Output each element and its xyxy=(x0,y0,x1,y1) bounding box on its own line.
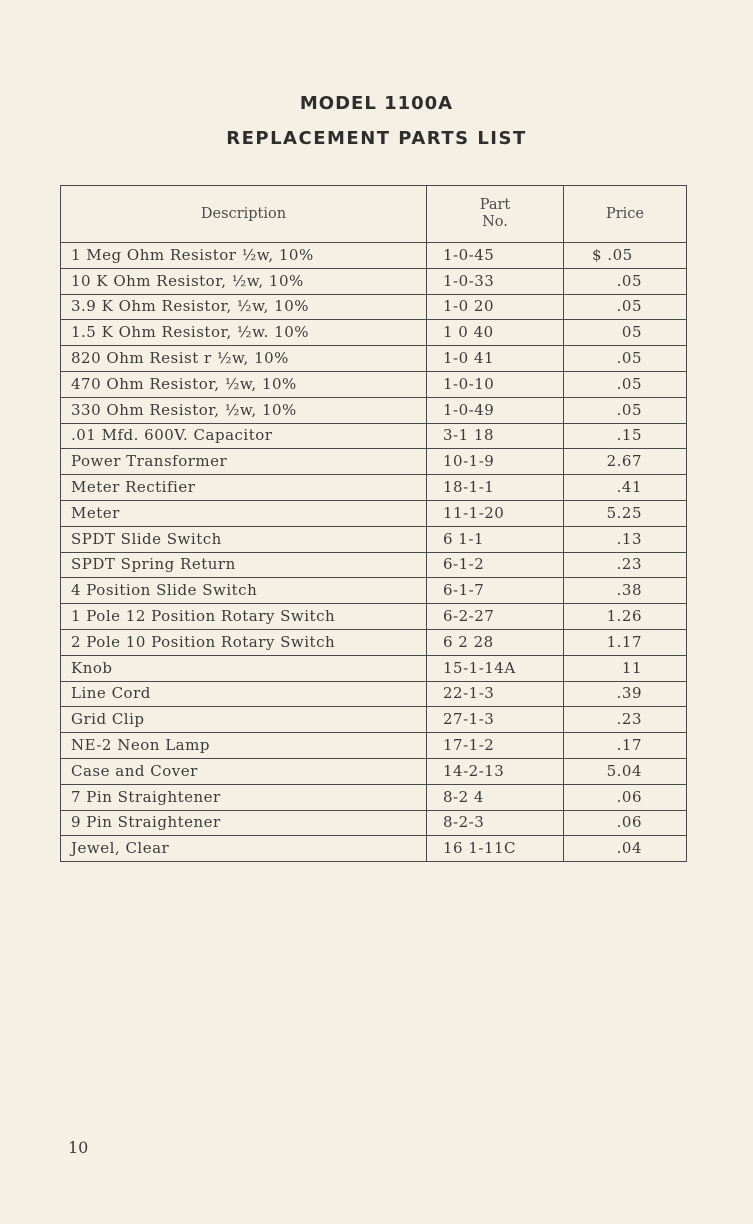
table-row xyxy=(61,655,687,681)
row-description: 470 Ohm Resistor, ½w, 10% xyxy=(61,371,427,397)
table-row xyxy=(61,681,687,707)
table-row xyxy=(61,268,687,294)
row-part-number: 14-2-13 xyxy=(427,758,564,784)
table-row xyxy=(61,733,687,759)
row-part-number: 1-0-45 xyxy=(427,243,564,269)
column-header-part-no xyxy=(427,186,564,243)
table-row xyxy=(61,449,687,475)
table-row xyxy=(61,320,687,346)
row-description: Line Cord xyxy=(61,681,427,707)
row-part-number: 1-0-33 xyxy=(427,268,564,294)
row-description: 3.9 K Ohm Resistor, ½w, 10% xyxy=(61,294,427,320)
table-row xyxy=(61,758,687,784)
row-price: .06 xyxy=(564,784,687,810)
row-part-number: 10-1-9 xyxy=(427,449,564,475)
row-price: .41 xyxy=(564,475,687,501)
row-price: 1.17 xyxy=(564,629,687,655)
row-price: .15 xyxy=(564,423,687,449)
row-part-number: 17-1-2 xyxy=(427,733,564,759)
row-price: $ .05 xyxy=(564,243,687,269)
table-row xyxy=(61,604,687,630)
table-row xyxy=(61,397,687,423)
row-price: .06 xyxy=(564,810,687,836)
table-row xyxy=(61,552,687,578)
column-header-price: Price xyxy=(564,186,687,243)
row-part-number: 18-1-1 xyxy=(427,475,564,501)
table-row xyxy=(61,836,687,862)
row-description: Power Transformer xyxy=(61,449,427,475)
row-description: SPDT Slide Switch xyxy=(61,526,427,552)
part-header-line1: Part xyxy=(479,196,511,213)
parts-table xyxy=(60,185,687,862)
table-row xyxy=(61,294,687,320)
row-part-number: 6 1-1 xyxy=(427,526,564,552)
row-description: 2 Pole 10 Position Rotary Switch xyxy=(61,629,427,655)
row-description: SPDT Spring Return xyxy=(61,552,427,578)
row-description: 9 Pin Straightener xyxy=(61,810,427,836)
table-row xyxy=(61,810,687,836)
page-subtitle: REPLACEMENT PARTS LIST xyxy=(226,128,527,149)
row-price: .05 xyxy=(564,268,687,294)
row-part-number: 15-1-14A xyxy=(427,655,564,681)
row-description: 4 Position Slide Switch xyxy=(61,578,427,604)
table-header-row xyxy=(61,186,687,243)
row-price: .23 xyxy=(564,707,687,733)
row-price: .05 xyxy=(564,371,687,397)
row-description: 1.5 K Ohm Resistor, ½w. 10% xyxy=(61,320,427,346)
row-description: 330 Ohm Resistor, ½w, 10% xyxy=(61,397,427,423)
table-row xyxy=(61,707,687,733)
row-part-number: 1-0-10 xyxy=(427,371,564,397)
row-part-number: 6 2 28 xyxy=(427,629,564,655)
row-part-number: 8-2 4 xyxy=(427,784,564,810)
row-description: 7 Pin Straightener xyxy=(61,784,427,810)
part-header-line2: No. xyxy=(482,214,508,230)
page-number: 10 xyxy=(68,1138,89,1157)
column-header-description: Description xyxy=(61,186,427,243)
row-part-number: 6-1-7 xyxy=(427,578,564,604)
row-description: NE-2 Neon Lamp xyxy=(61,733,427,759)
row-description: Meter xyxy=(61,500,427,526)
row-part-number: 1 0 40 xyxy=(427,320,564,346)
table-row xyxy=(61,346,687,372)
row-description: 10 K Ohm Resistor, ½w, 10% xyxy=(61,268,427,294)
row-price: .38 xyxy=(564,578,687,604)
row-price: 05 xyxy=(564,320,687,346)
table-row xyxy=(61,784,687,810)
row-price: .39 xyxy=(564,681,687,707)
row-price: .05 xyxy=(564,294,687,320)
table-row xyxy=(61,526,687,552)
row-description: 1 Meg Ohm Resistor ½w, 10% xyxy=(61,243,427,269)
row-description: Knob xyxy=(61,655,427,681)
row-price: .17 xyxy=(564,733,687,759)
row-description: Jewel, Clear xyxy=(61,836,427,862)
row-part-number: 1-0 41 xyxy=(427,346,564,372)
row-description: Grid Clip xyxy=(61,707,427,733)
row-description: .01 Mfd. 600V. Capacitor xyxy=(61,423,427,449)
row-description: Case and Cover xyxy=(61,758,427,784)
row-part-number: 8-2-3 xyxy=(427,810,564,836)
row-price: 5.25 xyxy=(564,500,687,526)
table-row xyxy=(61,629,687,655)
row-part-number: 3-1 18 xyxy=(427,423,564,449)
row-description: 820 Ohm Resist r ½w, 10% xyxy=(61,346,427,372)
table-row xyxy=(61,423,687,449)
row-part-number: 22-1-3 xyxy=(427,681,564,707)
row-price: .23 xyxy=(564,552,687,578)
row-price: .05 xyxy=(564,397,687,423)
row-price: 5.04 xyxy=(564,758,687,784)
row-price: 11 xyxy=(564,655,687,681)
row-price: 2.67 xyxy=(564,449,687,475)
row-part-number: 6-2-27 xyxy=(427,604,564,630)
table-row xyxy=(61,371,687,397)
row-description: Meter Rectifier xyxy=(61,475,427,501)
row-description: 1 Pole 12 Position Rotary Switch xyxy=(61,604,427,630)
row-price: 1.26 xyxy=(564,604,687,630)
row-part-number: 11-1-20 xyxy=(427,500,564,526)
row-part-number: 27-1-3 xyxy=(427,707,564,733)
row-part-number: 16 1-11C xyxy=(427,836,564,862)
row-part-number: 1-0-49 xyxy=(427,397,564,423)
row-part-number: 1-0 20 xyxy=(427,294,564,320)
table-row xyxy=(61,500,687,526)
row-price: .04 xyxy=(564,836,687,862)
table-row xyxy=(61,578,687,604)
row-part-number: 6-1-2 xyxy=(427,552,564,578)
table-row xyxy=(61,475,687,501)
row-price: .13 xyxy=(564,526,687,552)
table-row xyxy=(61,243,687,269)
page-title: MODEL 1100A xyxy=(299,93,454,114)
row-price: .05 xyxy=(564,346,687,372)
